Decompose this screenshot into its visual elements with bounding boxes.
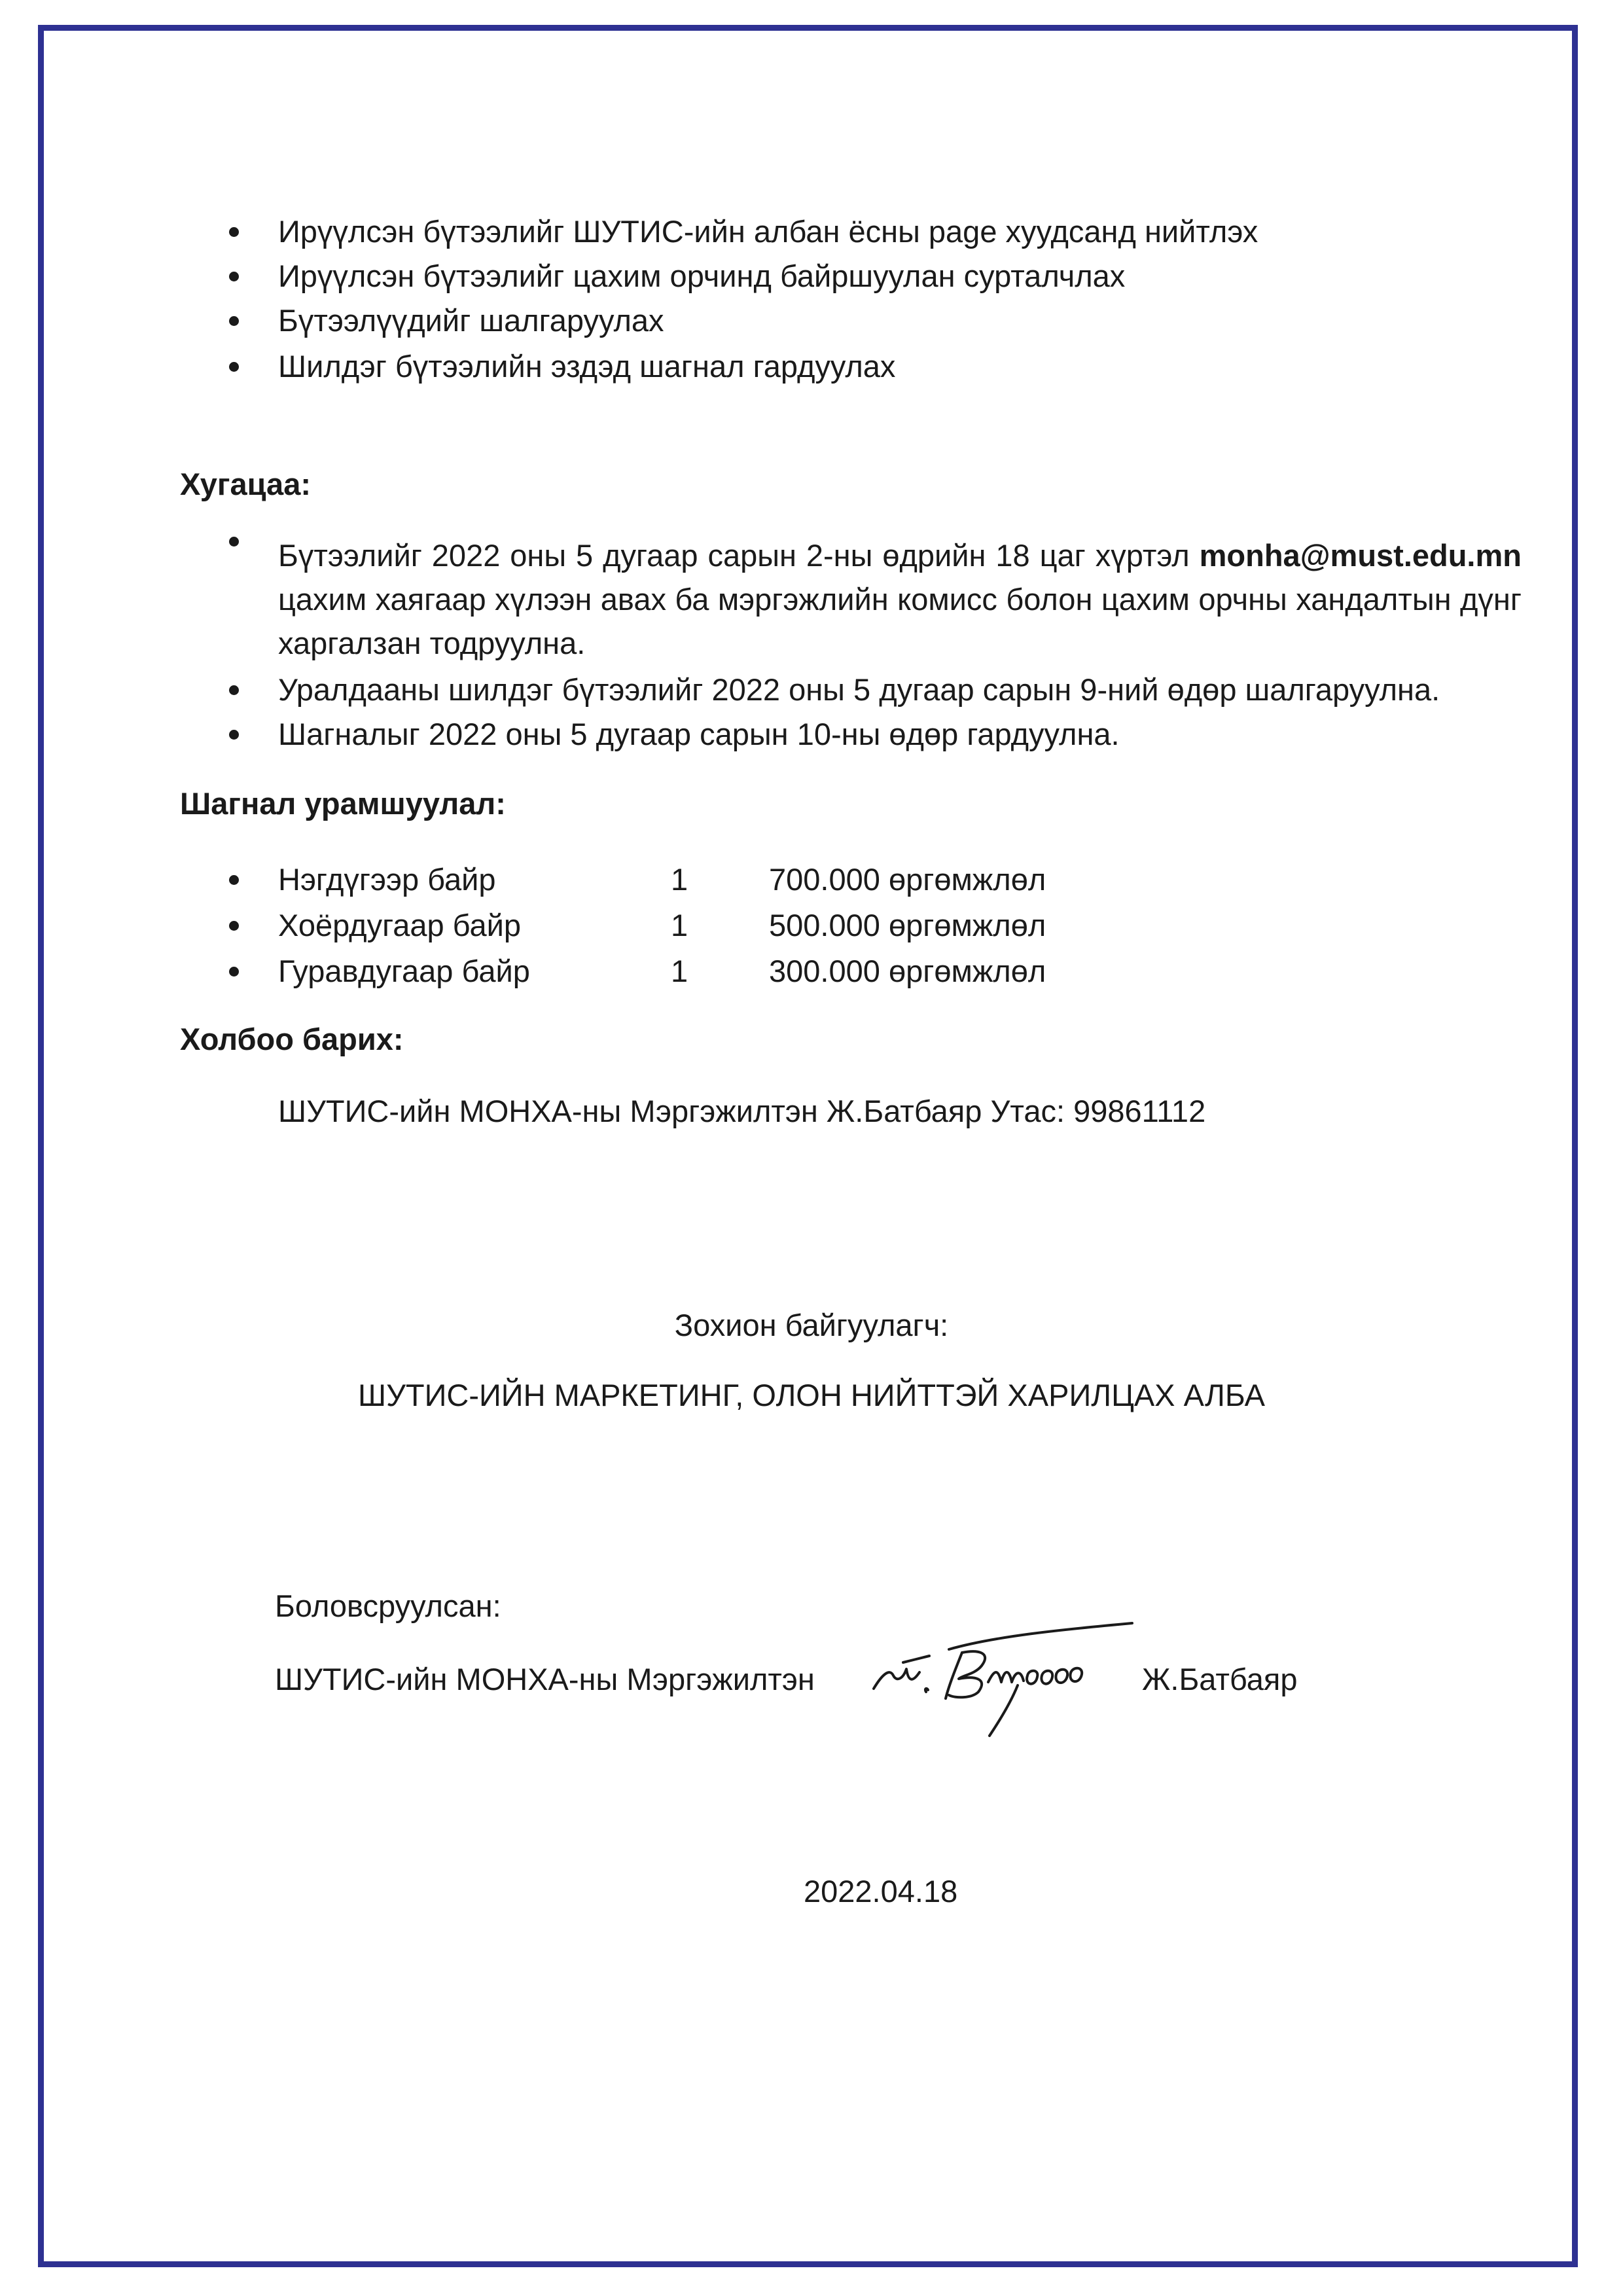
bullet-icon — [229, 316, 239, 326]
contact-heading: Холбоо барих: — [180, 1022, 404, 1056]
prize-count: 1 — [671, 908, 688, 942]
deadline-item-2: Уралдааны шилдэг бүтээлийг 2022 оны 5 дугаар сарын 9-ний өдөр шалгаруулна. — [278, 672, 1440, 707]
prize-amount: 300.000 өргөмжлөл — [769, 954, 1046, 988]
prize-count: 1 — [671, 862, 688, 897]
document-page: Ирүүлсэн бүтээлийг ШУТИС-ийн албан ёсны page хуудсанд нийтлэх Ирүүлсэн бүтээлийг цахим орчинд байршуулан сурталчлах Бүтээлүүдийг шалгаруулах Шилдэг бүтээлийн эздэд шагнал гардуулах Хугацаа: Бүтээлийг 2022 оны 5 дугаар сарын 2-ны өдрийн 18 цаг хүртэл monha@must.edu.mn цахим хаягаар хүлээн авах ба мэргэжлийн комисс болон цахим орчны хандалтын дүнг харгалзан тодруулна. Уралдааны шилдэг бүтээлийг 2022 оны 5 дугаар сарын 9-ний өдөр шалгаруулна. Шагналыг 2022 оны 5 дугаар сарын 10-ны өдөр гардуулна. Шагнал урамшуулал: Нэгдүгээр байр 1 700.000 өргөмжлөл Хоёрдугаар байр 1 500.000 өргөмжлөл Гуравдугаар байр 1 300.000 өргөмжлөл Холбоо барих: ШУТИС-ийн МОНХА-ны Мэргэжилтэн Ж.Батбаяр Утас: 99861112 Зохион байгуулагч: ШУТИС-ИЙН МАРКЕТИНГ, ОЛОН НИЙТТЭЙ ХАРИЛЦАХ АЛБА Боловсруулсан: ШУТИС-ийн МОНХА-ны Мэргэжилтэн Ж.Батбаяр 2022.04.18 — [0, 0, 1623, 2296]
contact-text: ШУТИС-ийн МОНХА-ны Мэргэжилтэн Ж.Батбаяр Утас: 99861112 — [278, 1094, 1206, 1128]
prize-place: Гуравдугаар байр — [278, 954, 530, 988]
signature-icon — [864, 1617, 1152, 1748]
bullet-icon — [229, 272, 239, 281]
bullet-icon — [229, 227, 239, 237]
email-address: monha@must.edu.mn — [1199, 538, 1522, 573]
prize-place: Хоёрдугаар байр — [278, 908, 522, 942]
bullet-icon — [229, 921, 239, 931]
bullet-icon — [229, 537, 239, 547]
organizer-label: Зохион байгуулагч: — [674, 1308, 949, 1342]
bullet-icon — [229, 685, 239, 695]
prize-place: Нэгдүгээр байр — [278, 862, 496, 897]
deadline-item-1: Бүтээлийг 2022 оны 5 дугаар сарын 2-ны өдрийн 18 цаг хүртэл monha@must.edu.mn цахим хаягаар хүлээн авах ба мэргэжлийн комисс болон цахим орчны хандалтын дүнг харгалзан тодруулна. — [278, 538, 1522, 660]
bullet-icon — [229, 875, 239, 885]
prepared-position: ШУТИС-ийн МОНХА-ны Мэргэжилтэн — [275, 1662, 815, 1696]
deadline-heading: Хугацаа: — [180, 467, 311, 501]
document-date: 2022.04.18 — [804, 1874, 958, 1909]
prize-count: 1 — [671, 954, 688, 988]
prize-amount: 700.000 өргөмжлөл — [769, 862, 1046, 897]
bullet-icon — [229, 362, 239, 372]
prize-amount: 500.000 өргөмжлөл — [769, 908, 1046, 942]
deadline-item-3: Шагналыг 2022 оны 5 дугаар сарын 10-ны өдөр гардуулна. — [278, 717, 1120, 751]
prepared-label: Боловсруулсан: — [275, 1588, 501, 1623]
organizer-name: ШУТИС-ИЙН МАРКЕТИНГ, ОЛОН НИЙТТЭЙ ХАРИЛЦАХ АЛБА — [358, 1378, 1265, 1412]
prizes-heading: Шагнал урамшуулал: — [180, 786, 506, 821]
bullet-icon — [229, 730, 239, 740]
bullet-icon — [229, 967, 239, 977]
prepared-name: Ж.Батбаяр — [1142, 1662, 1298, 1696]
